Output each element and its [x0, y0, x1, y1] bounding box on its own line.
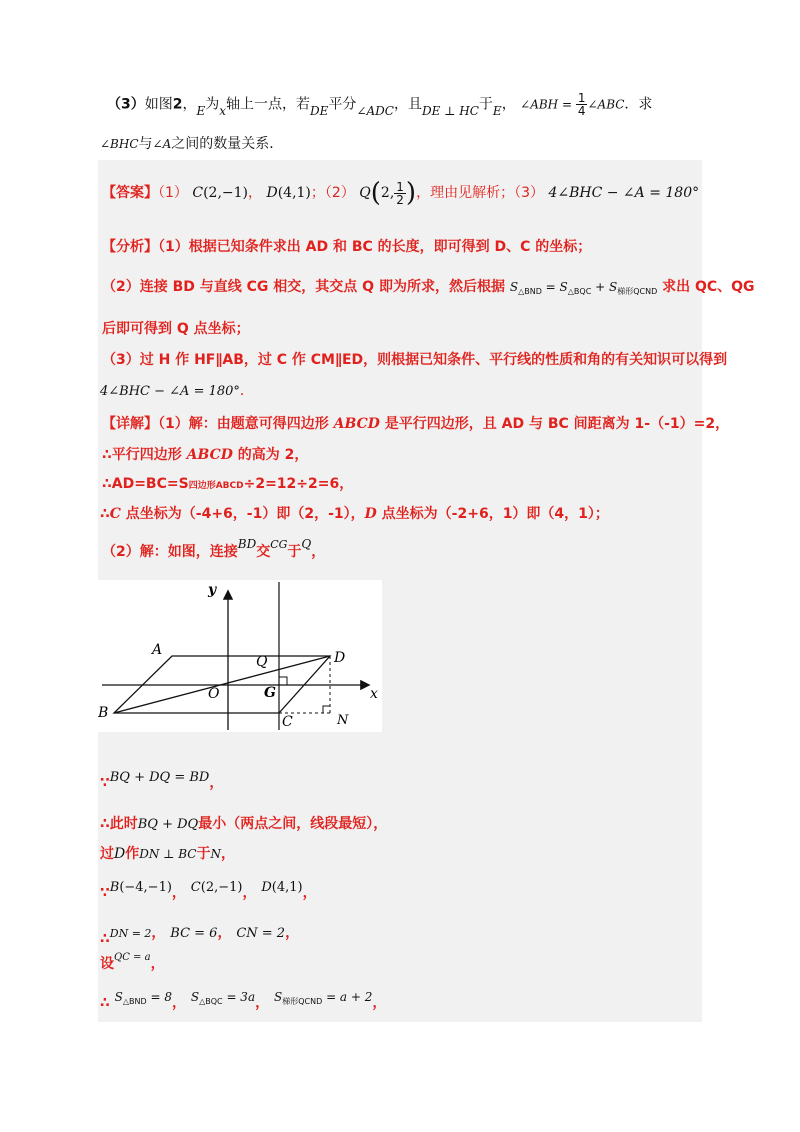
solution-line-1: ∵BQ + DQ = BD，	[100, 770, 224, 791]
solution-line-2: ∴此时BQ + DQ最小（两点之间，线段最短），	[100, 816, 388, 832]
problem-line-1: （3）如图2，E为x轴上一点，若DE平分∠ADC，且DE ⊥ HC于E， ∠ABH = $\frac{1}{4}$ ∠ABC．求	[107, 91, 653, 118]
answer-label: 【答案】	[102, 185, 158, 201]
solution-line-4: ∵B(−4,−1)， C(2,−1)， D(4,1)，	[100, 880, 317, 901]
problem-line-2: ∠BHC与∠A之间的数量关系．	[100, 136, 284, 152]
part-number: （3）	[107, 96, 145, 113]
right-angle-g	[279, 677, 287, 685]
label-b: B	[98, 705, 109, 721]
area-formula: $S_{\triangle BND} = S_{\triangle BQC} + S_{梯形QCND}$	[509, 280, 658, 296]
analysis-line-2: （2）连接 BD 与直线 CG 相交，其交点 Q 即为所求，然后根据 $S_{\triangle BND} = S_{\triangle BQC} + S_{梯形QCND}$ 求出 QC、QG	[102, 279, 755, 296]
solution-line-6: 设$^{QC = a}$，	[100, 952, 165, 972]
fraction-one-half: $\frac{1}{2}$	[396, 179, 404, 207]
right-angle-n	[323, 706, 330, 713]
geometry-figure	[98, 580, 382, 732]
label-x: x	[370, 686, 378, 702]
label-g: G	[264, 685, 276, 701]
analysis-line-3: 后即可得到 Q 点坐标；	[102, 321, 250, 337]
fraction-one-quarter: $\frac{1}{4}$	[577, 91, 586, 118]
detail-line-5: （2）解：如图，连接BD交$^{CG}$于Q，	[102, 537, 326, 560]
detail-line-1: 【详解】（1）解：由题意可得四边形 ABCD 是平行四边形，且 AD 与 BC 间距离为 1-（-1）=2，	[102, 416, 730, 432]
analysis-line-5: 4∠BHC − ∠A = 180°．	[100, 383, 254, 399]
solution-line-5: ∴DN = 2， BC = 6， CN = 2，	[100, 925, 300, 947]
label-o: O	[208, 686, 220, 702]
detail-line-3: ∴AD=BC=S四边形ABCD÷2=12÷2=6，	[102, 476, 354, 492]
label-c: C	[282, 714, 293, 730]
detail-line-2: ∴平行四边形 ABCD 的高为 2，	[102, 447, 309, 463]
answer-line: 【答案】（1） C(2,−1)， D(4,1)；（2） Q(2, $\frac{1}{2}$ )，理由见解析；（3） 4∠BHC − ∠A = 180°	[102, 178, 700, 208]
label-a: A	[152, 642, 163, 658]
solution-line-3: 过D作DN ⊥ BC于N，	[100, 846, 235, 862]
analysis-line-1: 【分析】（1）根据已知条件求出 AD 和 BC 的长度，即可得到 D、C 的坐标；	[102, 239, 592, 255]
analysis-label: 【分析】	[102, 239, 158, 255]
figure-svg	[98, 580, 382, 732]
analysis-line-4: （3）过 H 作 HF∥AB，过 C 作 CM∥ED，则根据已知条件、平行线的性质和角的有关知识可以得到	[102, 352, 728, 368]
detail-line-4: ∴C 点坐标为（-4+6，-1）即（2，-1），D 点坐标为（-2+6，1）即（4，1）；	[100, 506, 609, 522]
label-y: y	[208, 582, 217, 598]
label-n: N	[337, 713, 349, 728]
label-d: D	[334, 650, 346, 666]
label-q: Q	[256, 654, 268, 670]
solution-line-7: ∴ $S_{\triangle BND} = 8$， $S_{\triangle BQC} = 3a$， $S_{梯形QCND} = a + 2$，	[100, 990, 387, 1011]
detail-label: 【详解】	[102, 416, 158, 432]
